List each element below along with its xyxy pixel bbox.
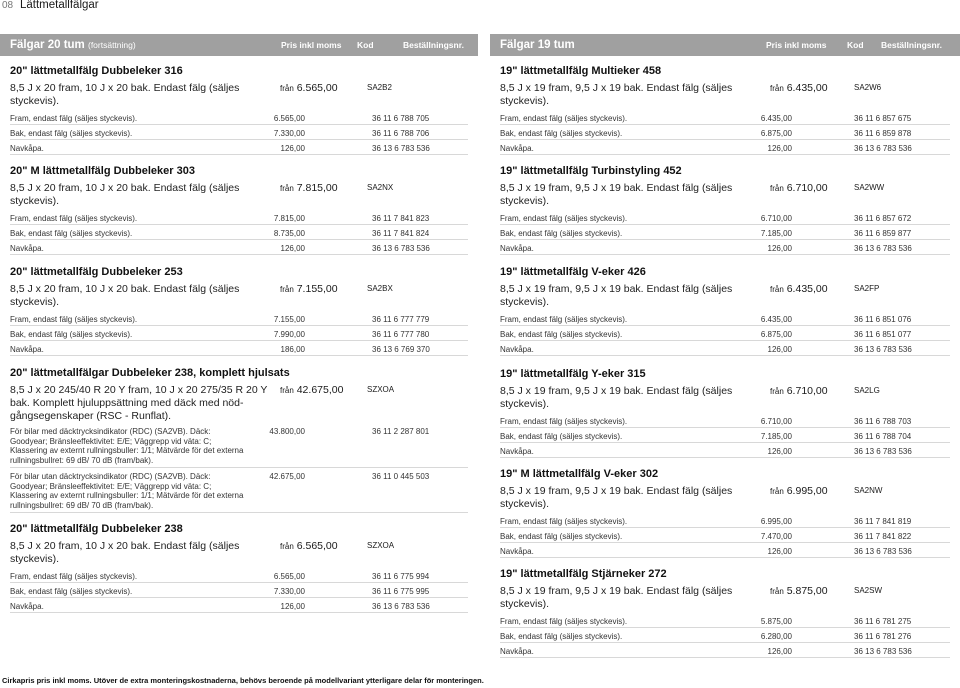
right-table-header	[490, 34, 960, 56]
product-summary	[10, 384, 468, 423]
product-description: 8,5 J x 19 fram, 9,5 J x 19 bak. Endast fälg (säljes styckevis).	[500, 485, 733, 510]
row-order-number: 36 11 6 857 672	[854, 214, 912, 223]
product-section	[490, 468, 960, 558]
row-label: Bak, endast fälg (säljes styckevis).	[10, 129, 133, 138]
row-label: Bak, endast fälg (säljes styckevis).	[500, 229, 623, 238]
row-order-number: 36 11 6 781 275	[854, 617, 912, 626]
row-order-number: 36 11 6 857 675	[854, 114, 912, 123]
product-from-price: från 42.675,00	[280, 384, 344, 396]
table-row	[500, 311, 950, 326]
row-order-number: 36 11 6 859 878	[854, 129, 912, 138]
row-label: Bak, endast fälg (säljes styckevis).	[500, 632, 623, 641]
row-label: Navkåpa.	[500, 244, 534, 253]
row-order-number: 36 11 6 859 877	[854, 229, 912, 238]
table-row	[500, 140, 950, 155]
row-label: Navkåpa.	[500, 447, 534, 456]
product-title: 20" lättmetallfälg Dubbeleker 238	[10, 523, 183, 535]
row-order-number: 36 11 6 788 705	[372, 114, 430, 123]
row-price: 126,00	[280, 602, 305, 611]
product-description: 8,5 J x 20 fram, 10 J x 20 bak. Endast fälg (säljes styckevis).	[10, 182, 240, 207]
row-label: Navkåpa.	[10, 345, 44, 354]
table-row	[500, 326, 950, 341]
table-row	[500, 125, 950, 140]
product-section	[490, 266, 960, 356]
row-label: Fram, endast fälg (säljes styckevis).	[500, 214, 628, 223]
product-from-price: från 7.155,00	[280, 283, 338, 295]
row-label: Bak, endast fälg (säljes styckevis).	[10, 229, 133, 238]
product-description: 8,5 J x 19 fram, 9,5 J x 19 bak. Endast fälg (säljes styckevis).	[500, 385, 733, 410]
row-order-number: 36 11 6 777 779	[372, 315, 430, 324]
product-description: 8,5 J x 20 fram, 10 J x 20 bak. Endast fälg (säljes styckevis).	[10, 540, 240, 565]
table-row	[10, 125, 468, 140]
product-code: SA2W6	[854, 83, 882, 92]
row-order-number: 36 11 6 775 994	[372, 572, 430, 581]
product-code: SA2B2	[367, 83, 392, 92]
row-label: Fram, endast fälg (säljes styckevis).	[10, 114, 138, 123]
table-row	[500, 240, 950, 255]
product-code: SZXOA	[367, 541, 395, 550]
product-code: SA2NW	[854, 486, 883, 495]
table-row	[10, 110, 468, 125]
product-section	[490, 568, 960, 658]
table-row	[10, 568, 468, 583]
table-row	[500, 513, 950, 528]
product-from-price: från 6.435,00	[770, 82, 828, 94]
table-row	[10, 326, 468, 341]
page-number: 08	[2, 0, 14, 11]
row-label: Fram, endast fälg (säljes styckevis).	[10, 315, 138, 324]
row-label: Fram, endast fälg (säljes styckevis).	[10, 214, 138, 223]
product-description: 8,5 J x 19 fram, 9,5 J x 19 bak. Endast fälg (säljes styckevis).	[500, 585, 733, 610]
product-section	[0, 367, 478, 513]
row-order-number: 36 13 6 783 536	[854, 447, 912, 456]
row-label: För bilar utan däcktrycksindikator (RDC) (SA2VB). Däck: Goodyear; Bränsleeffektivitet: E/E; Väggrepp vid väta: C; Klassering av externt rullningsbuller: 1/1; Mätvärde för det externa rullningsbullret: 69 dB/ 70 dB (fram/bak).	[10, 472, 244, 510]
row-label: Bak, endast fälg (säljes styckevis).	[500, 432, 623, 441]
right-sections	[490, 65, 960, 658]
row-order-number: 36 13 6 769 370	[372, 345, 430, 354]
kod-column-header: Kod	[357, 40, 374, 50]
row-order-number: 36 11 2 287 801	[372, 427, 430, 436]
product-summary	[500, 485, 950, 513]
page-header	[0, 0, 960, 14]
product-code: SA2FP	[854, 284, 880, 293]
product-code: SZXOA	[367, 385, 395, 394]
row-label: Navkåpa.	[500, 547, 534, 556]
product-summary	[500, 385, 950, 413]
row-order-number: 36 11 7 841 823	[372, 214, 430, 223]
product-from-price: från 5.875,00	[770, 585, 828, 597]
product-code: SA2NX	[367, 183, 394, 192]
product-section	[490, 65, 960, 155]
row-order-number: 36 13 6 783 536	[854, 547, 912, 556]
table-row	[10, 341, 468, 356]
order-column-header: Beställningsnr.	[881, 40, 942, 50]
table-row	[10, 598, 468, 613]
row-price: 6.435,00	[760, 315, 792, 324]
table-row	[500, 210, 950, 225]
row-label: Fram, endast fälg (säljes styckevis).	[10, 572, 138, 581]
footer-note: Cirkapris pris inkl moms. Utöver de extra monteringskostnaderna, behövs beroende på modellvariant ytterligare delar för monteringen.	[2, 676, 484, 685]
product-title: 19" lättmetallfälg Stjärneker 272	[500, 568, 667, 580]
left-sections	[0, 65, 478, 613]
row-order-number: 36 11 6 788 704	[854, 432, 912, 441]
row-order-number: 36 13 6 783 536	[372, 144, 430, 153]
product-title: 20" lättmetallfälgar Dubbeleker 238, komplett hjulsats	[10, 367, 290, 379]
product-summary	[500, 585, 950, 613]
product-title: 19" lättmetallfälg V-eker 426	[500, 266, 646, 278]
row-price: 7.155,00	[273, 315, 305, 324]
left-header-title: Fälgar 20 tum (fortsättning)	[10, 39, 136, 51]
row-order-number: 36 11 6 851 077	[854, 330, 912, 339]
row-label: Fram, endast fälg (säljes styckevis).	[500, 315, 628, 324]
product-title: 19" lättmetallfälg Y-eker 315	[500, 368, 646, 380]
product-description: 8,5 J x 20 fram, 10 J x 20 bak. Endast fälg (säljes styckevis).	[10, 82, 240, 107]
product-title: 20" lättmetallfälg Dubbeleker 253	[10, 266, 183, 278]
row-order-number: 36 11 6 775 995	[372, 587, 430, 596]
product-from-price: från 6.565,00	[280, 540, 338, 552]
product-section	[0, 266, 478, 356]
product-section	[490, 165, 960, 255]
row-price: 126,00	[280, 244, 305, 253]
row-price: 6.565,00	[273, 114, 305, 123]
row-label: Navkåpa.	[10, 144, 44, 153]
left-column	[0, 34, 478, 613]
table-row	[10, 240, 468, 255]
product-code: SA2SW	[854, 586, 883, 595]
left-table-header	[0, 34, 478, 56]
row-label: Bak, endast fälg (säljes styckevis).	[500, 532, 623, 541]
product-description: 8,5 J x 19 fram, 9,5 J x 19 bak. Endast fälg (säljes styckevis).	[500, 82, 733, 107]
row-order-number: 36 11 6 788 706	[372, 129, 430, 138]
product-title: 20" M lättmetallfälg Dubbeleker 303	[10, 165, 195, 177]
table-row	[10, 225, 468, 240]
table-row	[500, 110, 950, 125]
row-order-number: 36 13 6 783 536	[854, 144, 912, 153]
product-summary	[10, 82, 468, 110]
row-price: 6.710,00	[760, 417, 792, 426]
product-from-price: från 6.710,00	[770, 385, 828, 397]
row-label: För bilar med däcktrycksindikator (RDC) (SA2VB). Däck: Goodyear; Bränsleeffektivitet: E/E; Väggrepp vid väta: C; Klassering av externt rullningsbuller: 1/1; Mätvärde för det externa rullningsbullret: 69 dB/ 70 dB (fram/bak).	[10, 427, 244, 465]
table-row	[500, 613, 950, 628]
row-label: Navkåpa.	[500, 345, 534, 354]
row-order-number: 36 11 7 841 819	[854, 517, 912, 526]
product-description: 8,5 J x 19 fram, 9,5 J x 19 bak. Endast fälg (säljes styckevis).	[500, 182, 733, 207]
product-description: 8,5 J x 19 fram, 9,5 J x 19 bak. Endast fälg (säljes styckevis).	[500, 283, 733, 308]
order-column-header: Beställningsnr.	[403, 40, 464, 50]
row-price: 126,00	[767, 144, 792, 153]
row-price: 126,00	[280, 144, 305, 153]
row-order-number: 36 11 7 841 824	[372, 229, 430, 238]
row-price: 7.330,00	[273, 129, 305, 138]
table-row	[10, 311, 468, 326]
row-price: 7.330,00	[273, 587, 305, 596]
row-label: Fram, endast fälg (säljes styckevis).	[500, 417, 628, 426]
product-summary	[10, 540, 468, 568]
row-price: 126,00	[767, 345, 792, 354]
row-label: Navkåpa.	[500, 647, 534, 656]
row-label: Bak, endast fälg (säljes styckevis).	[500, 129, 623, 138]
row-order-number: 36 11 6 781 276	[854, 632, 912, 641]
table-row	[10, 140, 468, 155]
row-price: 8.735,00	[273, 229, 305, 238]
row-order-number: 36 13 6 783 536	[372, 244, 430, 253]
product-summary	[500, 82, 950, 110]
row-price: 126,00	[767, 547, 792, 556]
table-row	[10, 423, 468, 468]
row-order-number: 36 11 6 851 076	[854, 315, 912, 324]
table-row	[500, 225, 950, 240]
right-header-title: Fälgar 19 tum	[500, 39, 575, 51]
product-from-price: från 6.995,00	[770, 485, 828, 497]
product-summary	[10, 283, 468, 311]
product-title: 20" lättmetallfälg Dubbeleker 316	[10, 65, 183, 77]
product-summary	[500, 283, 950, 311]
product-code: SA2WW	[854, 183, 885, 192]
row-order-number: 36 11 7 841 822	[854, 532, 912, 541]
row-order-number: 36 13 6 783 536	[854, 345, 912, 354]
row-price: 6.995,00	[760, 517, 792, 526]
table-row	[500, 543, 950, 558]
row-price: 7.185,00	[760, 229, 792, 238]
row-label: Bak, endast fälg (säljes styckevis).	[500, 330, 623, 339]
price-column-header: Pris inkl moms	[281, 40, 342, 50]
row-order-number: 36 11 6 788 703	[854, 417, 912, 426]
row-price: 42.675,00	[269, 472, 305, 481]
row-price: 43.800,00	[269, 427, 305, 436]
product-title: 19" M lättmetallfälg V-eker 302	[500, 468, 659, 480]
row-label: Navkåpa.	[500, 144, 534, 153]
row-price: 6.435,00	[760, 114, 792, 123]
product-from-price: från 7.815,00	[280, 182, 338, 194]
product-summary	[10, 182, 468, 210]
product-section	[0, 65, 478, 155]
row-price: 6.710,00	[760, 214, 792, 223]
table-row	[500, 443, 950, 458]
row-price: 6.875,00	[760, 330, 792, 339]
row-label: Bak, endast fälg (säljes styckevis).	[10, 587, 133, 596]
product-summary	[500, 182, 950, 210]
row-price: 7.990,00	[273, 330, 305, 339]
table-row	[500, 428, 950, 443]
row-price: 7.185,00	[760, 432, 792, 441]
row-price: 126,00	[767, 647, 792, 656]
kod-column-header: Kod	[847, 40, 864, 50]
product-code: SA2LG	[854, 386, 880, 395]
row-price: 186,00	[280, 345, 305, 354]
product-section	[490, 368, 960, 458]
row-price: 7.470,00	[760, 532, 792, 541]
product-description: 8,5 J x 20 245/40 R 20 Y fram, 10 J x 20 275/35 R 20 Y bak. Komplett hjuluppsättning med däck med nödgångsegenskaper (RSC - Runflat).	[10, 384, 268, 422]
product-section	[0, 523, 478, 613]
row-order-number: 36 11 6 777 780	[372, 330, 430, 339]
row-label: Bak, endast fälg (säljes styckevis).	[10, 330, 133, 339]
row-order-number: 36 11 0 445 503	[372, 472, 430, 481]
product-from-price: från 6.565,00	[280, 82, 338, 94]
row-price: 7.815,00	[273, 214, 305, 223]
product-description: 8,5 J x 20 fram, 10 J x 20 bak. Endast fälg (säljes styckevis).	[10, 283, 240, 308]
row-price: 6.280,00	[760, 632, 792, 641]
product-code: SA2BX	[367, 284, 393, 293]
table-row	[10, 468, 468, 513]
row-price: 6.565,00	[273, 572, 305, 581]
product-section	[0, 165, 478, 255]
price-column-header: Pris inkl moms	[766, 40, 827, 50]
row-price: 126,00	[767, 447, 792, 456]
row-label: Fram, endast fälg (säljes styckevis).	[500, 617, 628, 626]
row-order-number: 36 13 6 783 536	[854, 647, 912, 656]
row-label: Navkåpa.	[10, 244, 44, 253]
table-row	[500, 643, 950, 658]
table-row	[500, 528, 950, 543]
row-label: Fram, endast fälg (säljes styckevis).	[500, 517, 628, 526]
row-price: 5.875,00	[760, 617, 792, 626]
product-from-price: från 6.435,00	[770, 283, 828, 295]
table-row	[10, 210, 468, 225]
row-order-number: 36 13 6 783 536	[854, 244, 912, 253]
product-title: 19" lättmetallfälg Turbinstyling 452	[500, 165, 682, 177]
product-title: 19" lättmetallfälg Multieker 458	[500, 65, 662, 77]
table-row	[500, 628, 950, 643]
table-row	[10, 583, 468, 598]
table-row	[500, 341, 950, 356]
row-price: 126,00	[767, 244, 792, 253]
table-row	[500, 413, 950, 428]
row-label: Fram, endast fälg (säljes styckevis).	[500, 114, 628, 123]
right-column	[490, 34, 960, 658]
row-order-number: 36 13 6 783 536	[372, 602, 430, 611]
row-price: 6.875,00	[760, 129, 792, 138]
product-from-price: från 6.710,00	[770, 182, 828, 194]
page-title: Lättmetallfälgar	[20, 0, 99, 11]
row-label: Navkåpa.	[10, 602, 44, 611]
